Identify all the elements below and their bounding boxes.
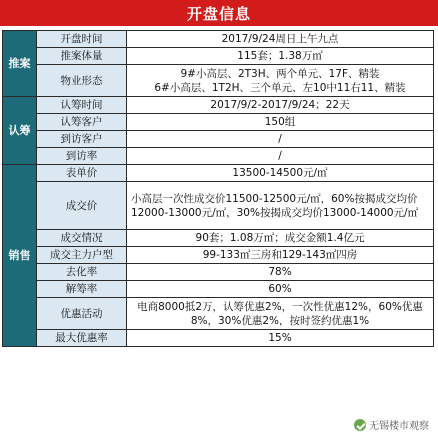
table-row: [3, 65, 434, 97]
table-row: [3, 298, 434, 330]
table-row: [3, 264, 434, 281]
table-row: [3, 330, 434, 347]
row-value: 13500-14500元/㎡: [127, 165, 434, 182]
table-row: [3, 148, 434, 165]
table-row: [3, 247, 434, 264]
table-row: [3, 230, 434, 247]
row-label: 解筹率: [37, 281, 127, 298]
row-label: 认筹时间: [37, 97, 127, 114]
row-label: 认筹客户: [37, 114, 127, 131]
row-value: 150组: [127, 114, 434, 131]
row-value: 60%: [127, 281, 434, 298]
row-value: 2017/9/2-2017/9/24；22天: [127, 97, 434, 114]
row-label: 去化率: [37, 264, 127, 281]
row-label: 优惠活动: [37, 298, 127, 330]
row-value: 115套；1.38万㎡: [127, 48, 434, 65]
row-label: 成交情况: [37, 230, 127, 247]
table-row: [3, 114, 434, 131]
row-value: /: [127, 131, 434, 148]
row-value: 90套；1.08万㎡；成交金额1.4亿元: [127, 230, 434, 247]
row-label: 开盘时间: [37, 31, 127, 48]
row-value: 99-133㎡三房和129-143㎡四房: [127, 247, 434, 264]
row-value: 78%: [127, 264, 434, 281]
row-label: 表单价: [37, 165, 127, 182]
table-row: [3, 31, 434, 48]
row-value: 15%: [127, 330, 434, 347]
table-row: [3, 182, 434, 230]
group-label-tuian: 推案: [3, 31, 37, 97]
row-value-multiline: 小高层一次性成交价11500-12500元/㎡，60%按揭成交均价12000-13000元/㎡，30%按揭成交均价13000-14000元/㎡: [127, 182, 434, 230]
wechat-check-icon: [354, 419, 366, 431]
row-label: 物业形态: [37, 65, 127, 97]
row-label: 最大优惠率: [37, 330, 127, 347]
row-label: 成交价: [37, 182, 127, 230]
row-value-multiline: 9#小高层、2T3H、两个单元、17F、精装 6#小高层、1T2H、三个单元、左10中11右11、精装: [127, 65, 434, 97]
table-row: [3, 97, 434, 114]
row-label: 成交主力户型: [37, 247, 127, 264]
group-label-renchou: 认筹: [3, 97, 37, 165]
row-value: /: [127, 148, 434, 165]
row-value-multiline: 电商8000抵2万，认筹优惠2%，一次性优惠12%，60%优惠8%，30%优惠2%，按时签约优惠1%: [127, 298, 434, 330]
table-row: [3, 48, 434, 65]
watermark-text: 无锡楼市观察: [369, 421, 429, 432]
row-label: 推案体量: [37, 48, 127, 65]
row-value: 2017/9/24周日上午九点: [127, 31, 434, 48]
table-row: [3, 165, 434, 182]
group-label-xiaoshou: 销售: [3, 165, 37, 347]
page-title: 开盘信息: [0, 0, 438, 26]
table-row: [3, 131, 434, 148]
row-label: 到访率: [37, 148, 127, 165]
watermark: [351, 416, 432, 433]
table-row: [3, 281, 434, 298]
info-table: [2, 30, 434, 347]
row-label: 到访客户: [37, 131, 127, 148]
